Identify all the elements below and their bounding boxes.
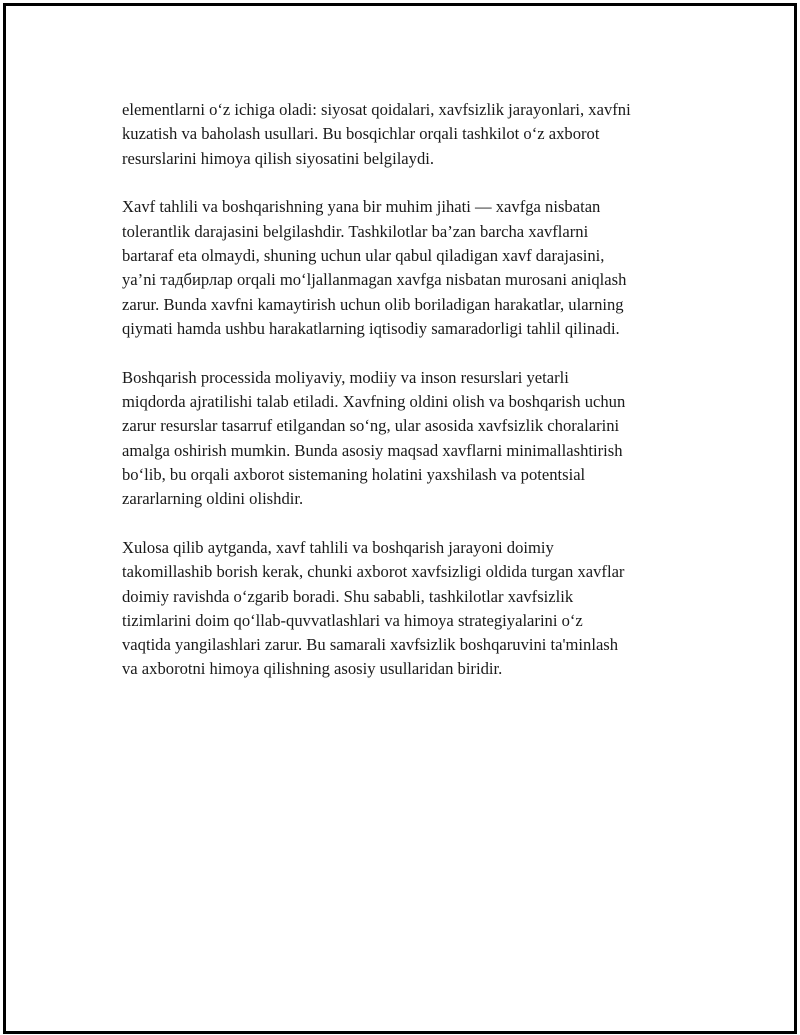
- text-line: doimiy ravishda o‘zgarib boradi. Shu sababli, tashkilotlar xavfsizlik: [122, 586, 574, 606]
- text-line: ya’ni тадбирлар orqali mo‘ljallanmagan xavfga nisbatan murosani aniqlash: [122, 270, 627, 290]
- paragraph-2: [122, 195, 702, 341]
- text-line: Xavf tahlili va boshqarishning yana bir muhim jihati — xavfga nisbatan: [122, 197, 601, 217]
- text-line: takomillashib borish kerak, chunki axborot xavfsizligi oldida turgan xavflar: [122, 562, 625, 582]
- text-line: va axborotni himoya qilishning asosiy usullaridan biridir.: [122, 659, 503, 679]
- text-line: zarur resurslar tasarruf etilgandan so‘ng, ular asosida xavfsizlik choralarini: [122, 416, 620, 436]
- text-line: Xulosa qilib aytganda, xavf tahlili va boshqarish jarayoni doimiy: [122, 537, 554, 557]
- text-line: resurslarini himoya qilish siyosatini belgilaydi.: [122, 148, 435, 168]
- paragraph-4: [122, 536, 702, 682]
- text-line: bo‘lib, bu orqali axborot sistemaning holatini yaxshilash va potentsial: [122, 464, 586, 484]
- text-line: zararlarning oldini olishdir.: [122, 489, 304, 509]
- text-line: bartaraf eta olmaydi, shuning uchun ular qabul qiladigan xavf darajasini,: [122, 245, 605, 265]
- text-line: tolerantlik darajasini belgilashdir. Tashkilotlar ba’zan barcha xavflarni: [122, 221, 589, 241]
- text-line: amalga oshirish mumkin. Bunda asosiy maqsad xavflarni minimallashtirish: [122, 440, 623, 460]
- text-line: Boshqarish processida moliyaviy, modiiy va inson resurslari yetarli: [122, 367, 569, 387]
- document-body: [122, 98, 702, 706]
- text-line: elementlarni o‘z ichiga oladi: siyosat qoidalari, xavfsizlik jarayonlari, xavfni: [122, 100, 631, 119]
- paragraph-3: [122, 366, 702, 512]
- text-line: miqdorda ajratilishi talab etiladi. Xavfning oldini olish va boshqarish uchun: [122, 391, 626, 411]
- text-line: qiymati hamda ushbu harakatlarning iqtisodiy samaradorligi tahlil qilinadi.: [122, 318, 620, 338]
- text-line: zarur. Bunda xavfni kamaytirish uchun olib boriladigan harakatlar, ularning: [122, 294, 624, 314]
- text-line: kuzatish va baholash usullari. Bu bosqichlar orqali tashkilot o‘z axborot: [122, 124, 600, 144]
- paragraph-1: [122, 98, 702, 171]
- text-line: tizimlarini doim qo‘llab-quvvatlashlari va himoya strategiyalarini o‘z: [122, 610, 583, 630]
- page-frame: [3, 3, 797, 1034]
- text-line: vaqtida yangilashlari zarur. Bu samarali xavfsizlik boshqaruvini ta'minlash: [122, 635, 619, 655]
